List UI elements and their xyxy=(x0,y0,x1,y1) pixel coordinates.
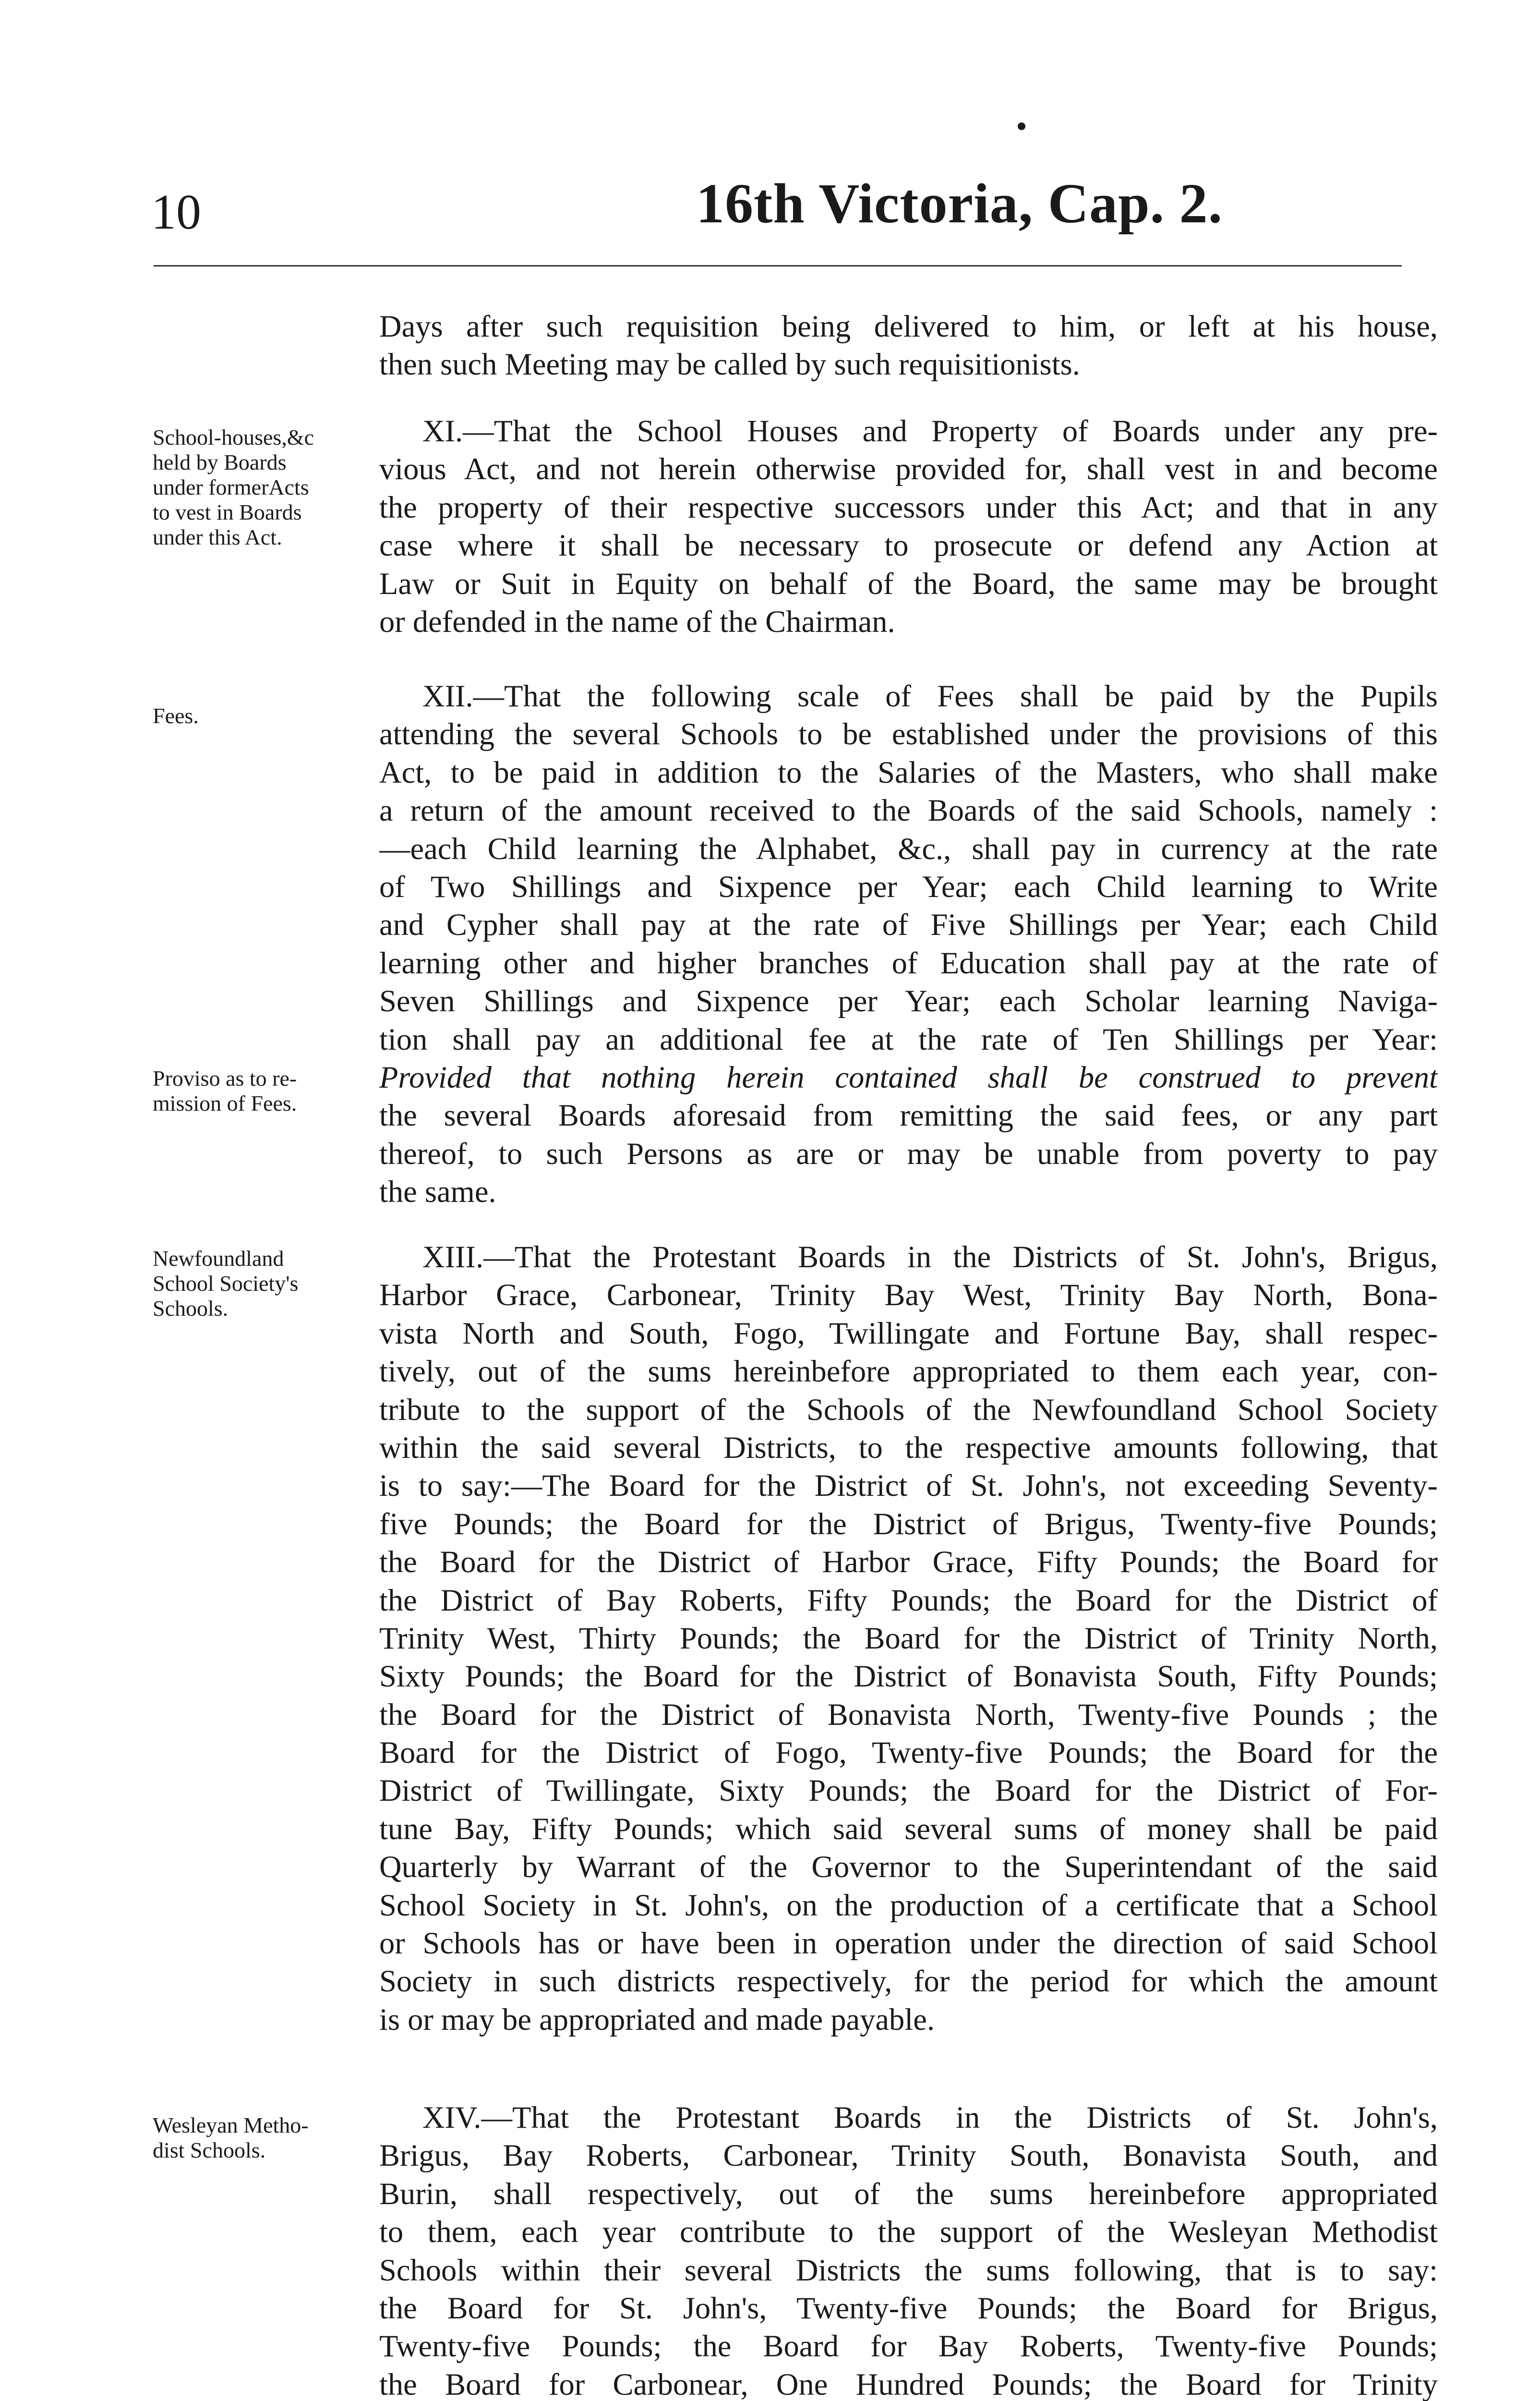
text-line: and Cypher shall pay at the rate of Five Shillings per Year; each Child xyxy=(379,908,1438,942)
text-line: or defended in the name of the Chairman. xyxy=(379,604,895,639)
header-rule xyxy=(154,265,1402,267)
paragraph-continuation xyxy=(379,307,1438,384)
text-line: XII.—That the following scale of Fees shall be paid by the Pupils xyxy=(422,679,1438,713)
section-xiii xyxy=(379,1238,1438,2038)
margin-note-newfoundland xyxy=(153,1246,378,1321)
margin-note-wesleyan xyxy=(153,2113,378,2163)
margin-note-line: to vest in Boards xyxy=(153,500,302,524)
text-line: then such Meeting may be called by such requisitionists. xyxy=(379,347,1080,382)
text-line: the Board for St. John's, Twenty-five Pounds; the Board for Brigus, xyxy=(379,2291,1438,2325)
margin-note-line: Newfoundland xyxy=(153,1246,284,1271)
text-line: Twenty-five Pounds; the Board for Bay Roberts, Twenty-five Pounds; xyxy=(379,2329,1438,2364)
margin-note-school-houses xyxy=(153,425,378,550)
margin-note-line: under formerActs xyxy=(153,475,309,499)
margin-note-line: School-houses,&c xyxy=(153,425,314,449)
text-line: School Society in St. John's, on the production of a certificate that a School xyxy=(379,1888,1438,1922)
text-line: Trinity West, Thirty Pounds; the Board for the District of Trinity North, xyxy=(379,1621,1438,1655)
text-line: XIV.—That the Protestant Boards in the Districts of St. John's, xyxy=(422,2100,1438,2134)
text-line: tively, out of the sums hereinbefore appropriated to them each year, con- xyxy=(379,1354,1438,1389)
margin-note-line: Schools. xyxy=(153,1296,229,1321)
ink-dot xyxy=(1018,122,1025,130)
text-line: tribute to the support of the Schools of the Newfoundland School Society xyxy=(379,1392,1438,1427)
text-line: or Schools has or have been in operation under the direction of said School xyxy=(379,1926,1438,1961)
text-line: the property of their respective successors under this Act; and that in any xyxy=(379,490,1438,524)
page-number: 10 xyxy=(151,184,201,240)
text-line: Days after such requisition being delivered to him, or left at his house, xyxy=(379,309,1438,343)
margin-note-line: Fees. xyxy=(153,703,199,728)
margin-note-line: held by Boards xyxy=(153,450,287,474)
text-line: tion shall pay an additional fee at the rate of Ten Shillings per Year: xyxy=(379,1022,1438,1056)
text-line: Harbor Grace, Carbonear, Trinity Bay West, Trinity Bay North, Bona- xyxy=(379,1278,1438,1312)
margin-note-line: under this Act. xyxy=(153,525,282,549)
margin-note-proviso xyxy=(153,1066,378,1116)
text-line: Provided that nothing herein contained shall be construed to prevent xyxy=(379,1060,1438,1094)
text-line: the Board for the District of Bonavista North, Twenty-five Pounds ; the xyxy=(379,1697,1438,1732)
text-line: Seven Shillings and Sixpence per Year; each Scholar learning Naviga- xyxy=(379,984,1438,1019)
text-line: is to say:—The Board for the District of St. John's, not exceeding Seventy- xyxy=(379,1468,1438,1503)
text-line: Board for the District of Fogo, Twenty-five Pounds; the Board for the xyxy=(379,1735,1438,1770)
text-line: the District of Bay Roberts, Fifty Pounds; the Board for the District of xyxy=(379,1583,1438,1617)
text-line: tune Bay, Fifty Pounds; which said several sums of money shall be paid xyxy=(379,1811,1438,1846)
text-line: case where it shall be necessary to prosecute or defend any Action at xyxy=(379,528,1438,563)
text-line: District of Twillingate, Sixty Pounds; the Board for the District of For- xyxy=(379,1773,1438,1808)
text-line: a return of the amount received to the Boards of the said Schools, namely : xyxy=(379,793,1438,828)
text-line: Schools within their several Districts the sums following, that is to say: xyxy=(379,2253,1438,2287)
text-line: five Pounds; the Board for the District of Brigus, Twenty-five Pounds; xyxy=(379,1506,1438,1541)
margin-note-line: School Society's xyxy=(153,1271,299,1296)
section-xi xyxy=(379,412,1438,641)
text-line: Act, to be paid in addition to the Salaries of the Masters, who shall make xyxy=(379,755,1438,789)
text-line: XIII.—That the Protestant Boards in the Districts of St. John's, Brigus, xyxy=(422,1240,1438,1274)
margin-note-line: Proviso as to re- xyxy=(153,1066,297,1091)
running-head: 16th Victoria, Cap. 2. xyxy=(696,172,1223,235)
margin-note-line: dist Schools. xyxy=(153,2138,266,2162)
text-line: is or may be appropriated and made payable. xyxy=(379,2002,935,2037)
margin-note-line: Wesleyan Metho- xyxy=(153,2113,309,2137)
section-xiv xyxy=(379,2098,1438,2401)
text-line: within the said several Districts, to the respective amounts following, that xyxy=(379,1430,1438,1465)
text-line: vista North and South, Fogo, Twillingate and Fortune Bay, shall respec- xyxy=(379,1316,1438,1350)
text-line: XI.—That the School Houses and Property of Boards under any pre- xyxy=(422,414,1438,448)
text-line: the Board for the District of Harbor Grace, Fifty Pounds; the Board for xyxy=(379,1545,1438,1579)
text-line: Law or Suit in Equity on behalf of the Board, the same may be brought xyxy=(379,566,1438,601)
text-line: to them, each year contribute to the support of the Wesleyan Methodist xyxy=(379,2215,1438,2249)
text-line: Sixty Pounds; the Board for the District of Bonavista South, Fifty Pounds; xyxy=(379,1659,1438,1694)
text-line: the Board for Carbonear, One Hundred Pounds; the Board for Trinity xyxy=(379,2367,1438,2401)
margin-note-fees xyxy=(153,703,378,728)
text-line: —each Child learning the Alphabet, &c., shall pay in currency at the rate xyxy=(379,831,1438,866)
section-xii xyxy=(379,677,1438,1211)
text-line: learning other and higher branches of Education shall pay at the rate of xyxy=(379,946,1438,980)
margin-note-line: mission of Fees. xyxy=(153,1091,297,1116)
text-line: the same. xyxy=(379,1175,496,1209)
text-line: attending the several Schools to be established under the provisions of this xyxy=(379,717,1438,752)
text-line: Brigus, Bay Roberts, Carbonear, Trinity South, Bonavista South, and xyxy=(379,2138,1438,2173)
text-line: of Two Shillings and Sixpence per Year; each Child learning to Write xyxy=(379,869,1438,904)
text-line: the several Boards aforesaid from remitting the said fees, or any part xyxy=(379,1098,1438,1133)
text-line: Quarterly by Warrant of the Governor to the Superintendant of the said xyxy=(379,1850,1438,1884)
text-line: Burin, shall respectively, out of the sums hereinbefore appropriated xyxy=(379,2176,1438,2211)
text-line: thereof, to such Persons as are or may be unable from poverty to pay xyxy=(379,1136,1438,1171)
text-line: vious Act, and not herein otherwise provided for, shall vest in and become xyxy=(379,452,1438,486)
text-line: Society in such districts respectively, for the period for which the amount xyxy=(379,1964,1438,1999)
